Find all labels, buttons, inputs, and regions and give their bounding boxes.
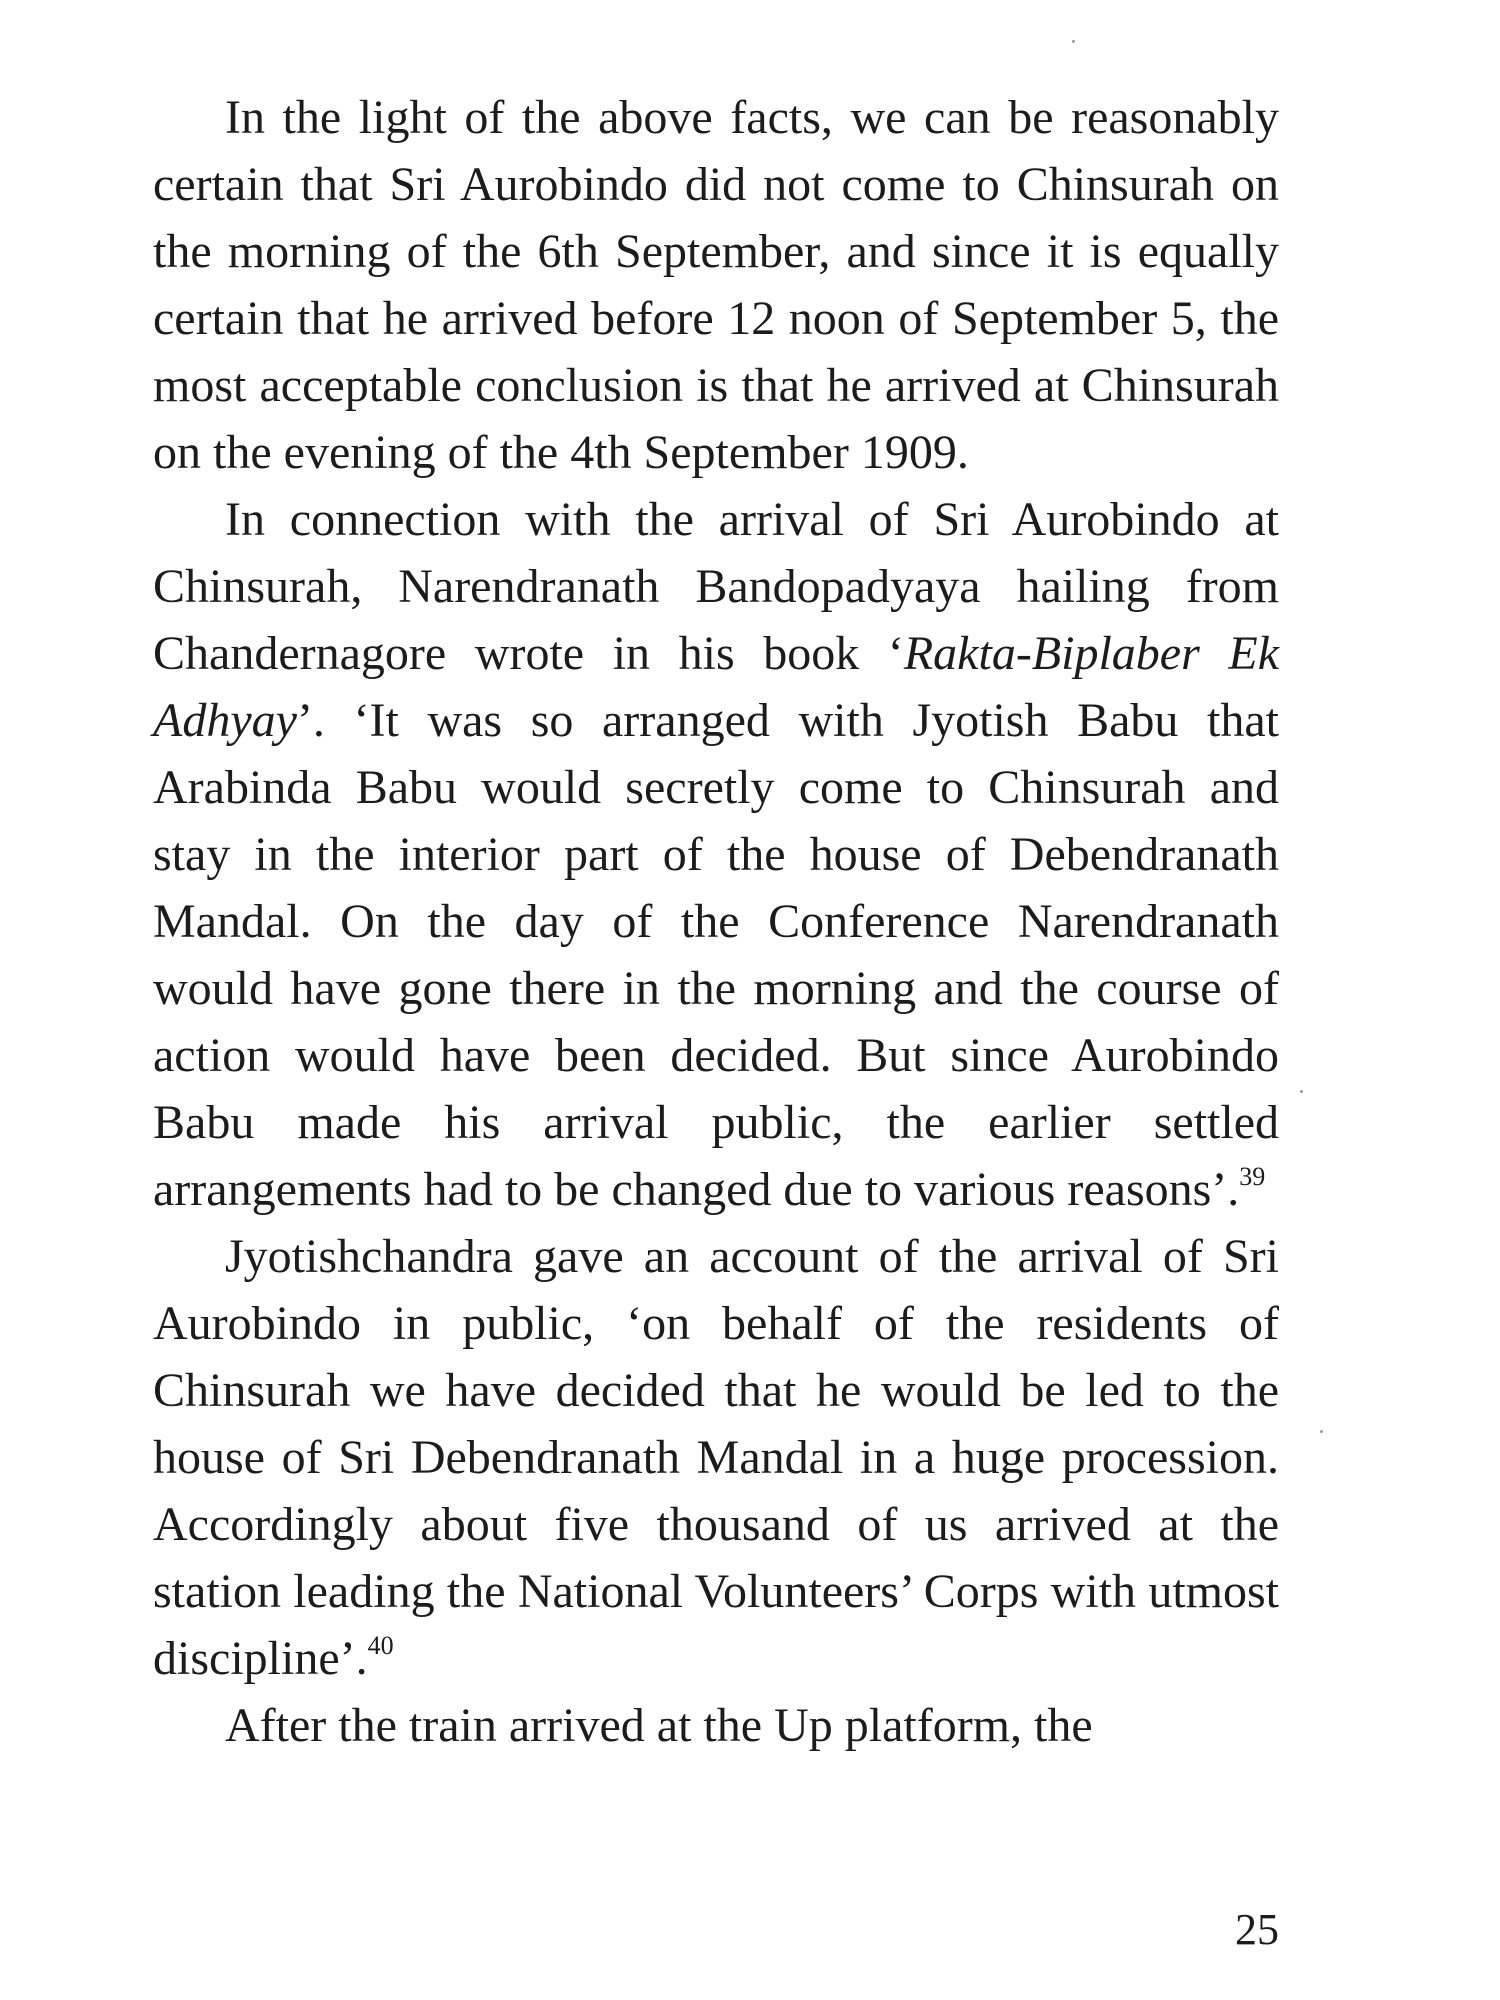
scan-speck <box>1300 1090 1303 1093</box>
body-text <box>153 84 1279 1759</box>
page-number: 25 <box>1235 1905 1279 1954</box>
footnote-reference: 40 <box>367 1631 394 1660</box>
book-title: Rakta-Biplaber Ek Adhyay <box>153 627 1280 747</box>
scan-speck <box>1072 40 1075 43</box>
paragraph <box>153 84 1279 486</box>
footnote-reference: 39 <box>1239 1162 1266 1191</box>
paragraph <box>153 1223 1279 1692</box>
scan-speck <box>1320 1430 1323 1433</box>
paragraph-text: After the train arrived at the Up platform, the <box>225 1699 1093 1752</box>
paragraph-text: In the light of the above facts, we can be reasonably certain that Sri Aurobindo did not come to Chinsurah on the morning of the 6th September, and since it is equally certain that he arrived before 12 noon of September 5, the most acceptable conclusion is that he arrived at Chinsurah on the evening of the 4th September 1909. <box>153 91 1279 479</box>
paragraph <box>153 1692 1279 1759</box>
paragraph-text: In connection with the arrival of Sri Aurobindo at Chinsurah, Narendranath Bandopadyaya hailing from Chandernagore wrote in his book ‘ <box>153 493 1279 680</box>
paragraph-text: ’. ‘It was so arranged with Jyotish Babu that Arabinda Babu would secretly come to Chinsurah and stay in the interior part of the house of Debendranath Mandal. On the day of the Conference Narendranath would have gone there in the morning and the course of action would have been decided. But since Aurobindo Babu made his arrival public, the earlier settled arrangements had to be changed due to various reasons’. <box>153 694 1279 1216</box>
paragraph <box>153 486 1279 1223</box>
paragraph-text: Jyotishchandra gave an account of the arrival of Sri Aurobindo in public, ‘on behalf of the residents of Chinsurah we have decided that he would be led to the house of Sri Debendranath Mandal in a huge procession. Accordingly about five thousand of us arrived at the station leading the National Volunteers’ Corps with utmost discipline’. <box>153 1230 1279 1685</box>
